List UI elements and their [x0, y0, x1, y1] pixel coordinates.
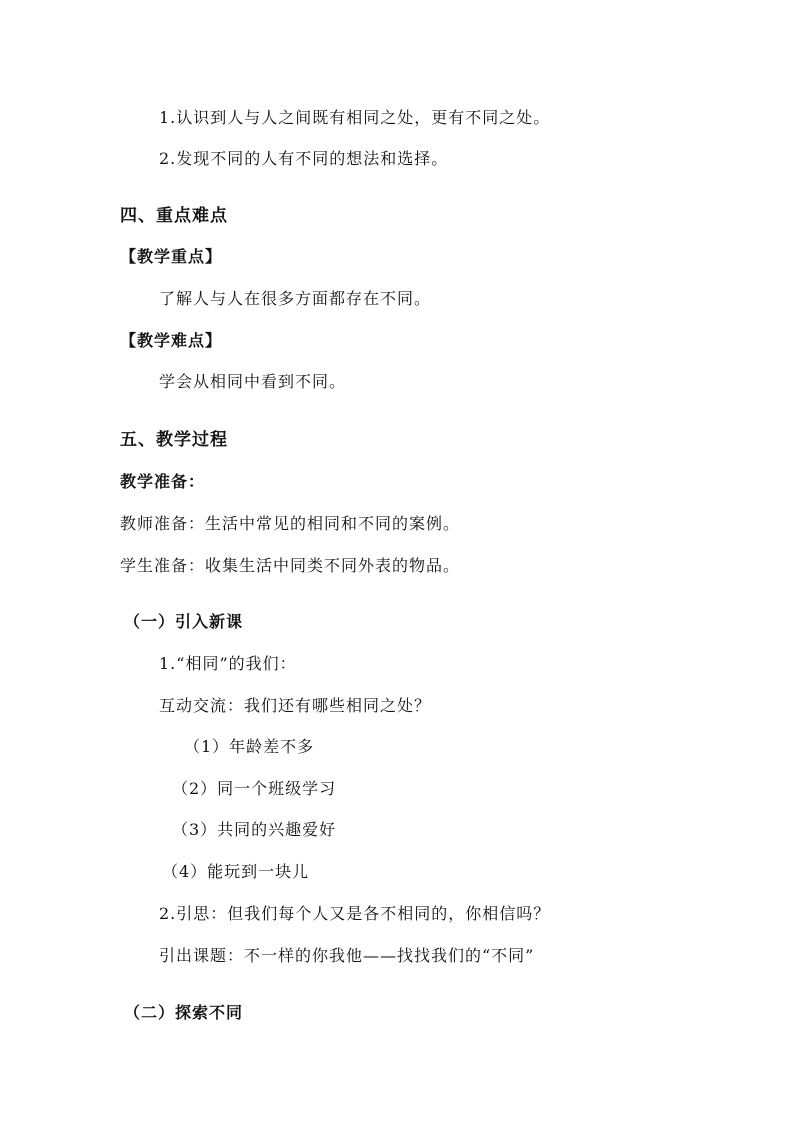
part-1-step-2: 2.引思：但我们每个人又是各不相同的，你相信吗？	[159, 904, 551, 923]
student-prep: 学生准备：收集生活中同类不同外表的物品。	[120, 556, 461, 575]
answer-item-2: （2）同一个班级学习	[172, 779, 337, 798]
teacher-prep: 教师准备：生活中常见的相同和不同的案例。	[120, 514, 461, 533]
section-4-title: 四、重点难点	[120, 206, 228, 226]
difficulty-label: 【教学难点】	[120, 331, 223, 350]
objective-item-2: 2.发现不同的人有不同的想法和选择。	[159, 149, 449, 168]
lesson-topic: 引出课题：不一样的你我他——找找我们的“不同”	[159, 946, 535, 965]
interaction-question: 互动交流：我们还有哪些相同之处？	[159, 696, 432, 715]
answer-item-1: （1）年龄差不多	[184, 737, 315, 756]
answer-item-3: （3）共同的兴趣爱好	[172, 820, 337, 839]
objective-item-1: 1.认识到人与人之间既有相同之处，更有不同之处。	[159, 108, 551, 127]
part-1-step-1: 1.“相同”的我们：	[159, 654, 297, 673]
part-1-title: （一）引入新课	[124, 612, 244, 631]
difficulty-text: 学会从相同中看到不同。	[159, 372, 347, 391]
answer-item-4: （4）能玩到一块儿	[162, 862, 310, 881]
section-5-title: 五、教学过程	[120, 430, 228, 450]
part-2-title: （二）探索不同	[124, 1003, 244, 1022]
key-point-text: 了解人与人在很多方面都存在不同。	[159, 289, 432, 308]
teaching-prep-label: 教学准备：	[120, 472, 206, 491]
key-point-label: 【教学重点】	[120, 247, 223, 266]
